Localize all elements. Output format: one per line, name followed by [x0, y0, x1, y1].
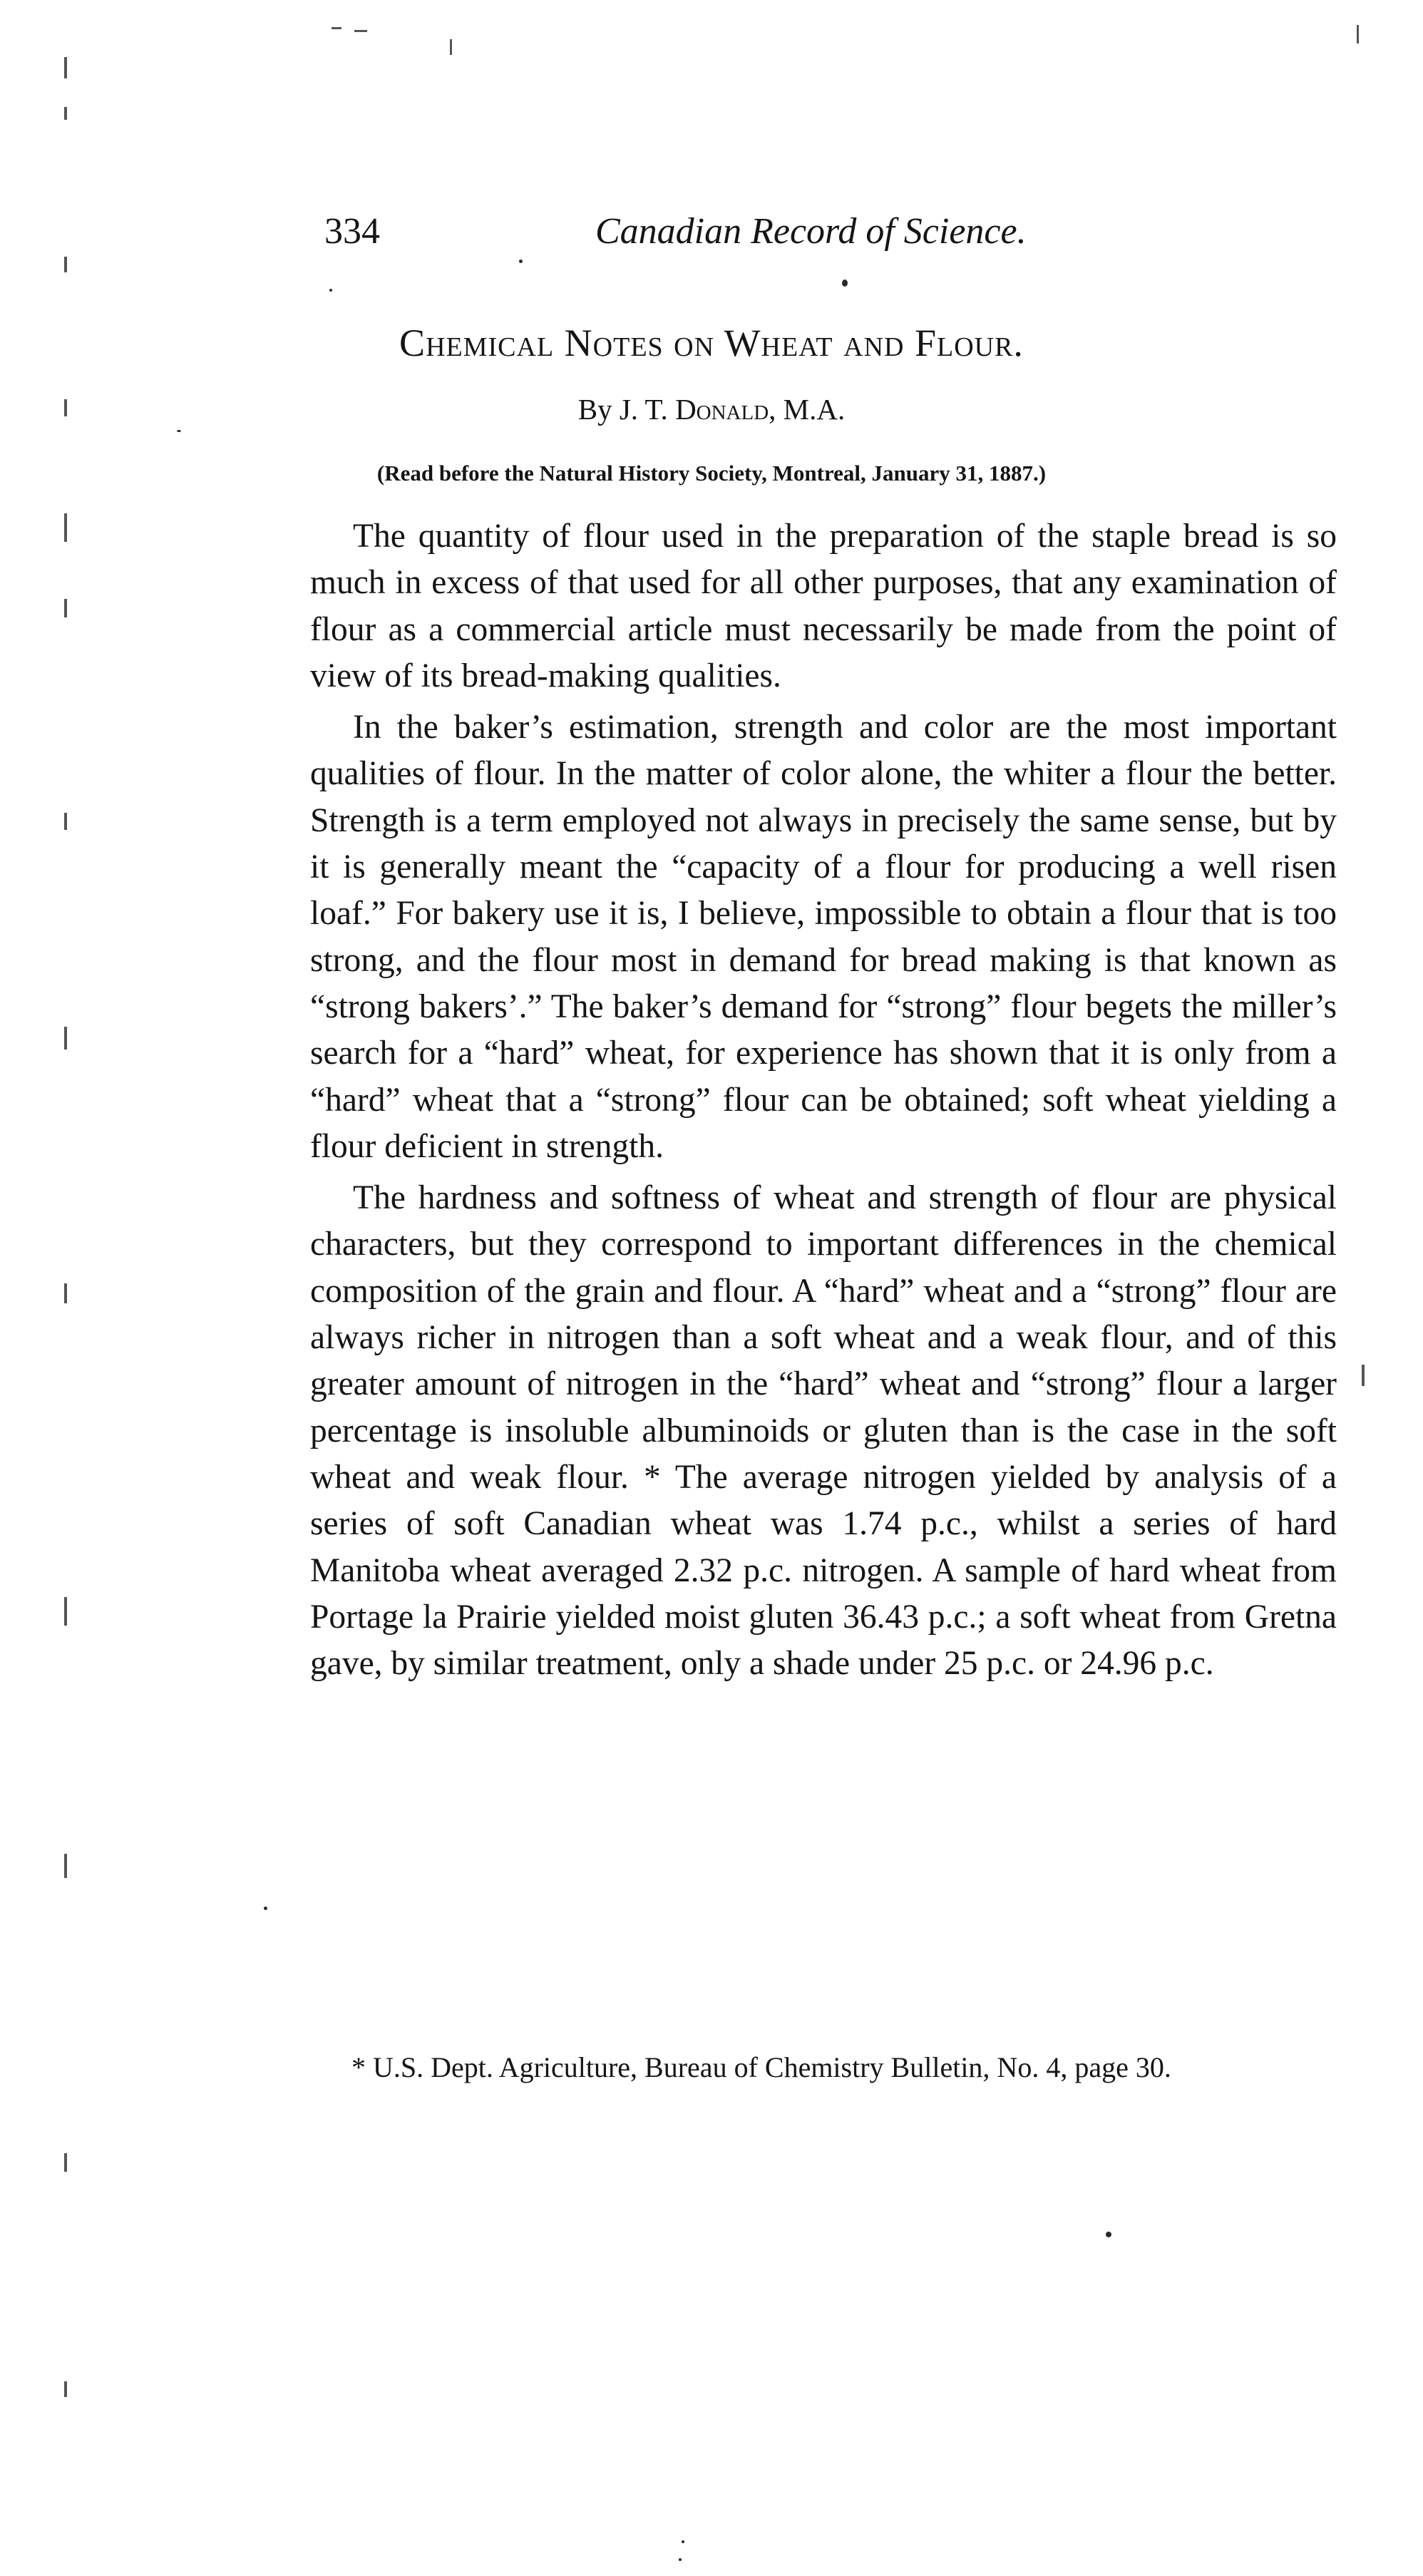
scan-edge-mark: [64, 513, 67, 542]
scan-edge-mark: [64, 2153, 67, 2172]
scan-dash-mark: [1357, 25, 1359, 43]
scan-edge-mark: [64, 813, 67, 830]
scan-speck: [679, 2558, 682, 2561]
paragraph: The hardness and softness of wheat and strength of flour are physical characters, but they correspond to important differences in the chemical composition of the grain and flour. A “hard” wheat and a “strong” flour are always richer in nitrogen than a soft wheat and a weak flour, and of this greater amount of nitrogen in the “hard” wheat and “strong” flour a larger percentage is insoluble albuminoids or gluten than is the case in the soft wheat and weak flour. * The average nitrogen yielded by analysis of a series of soft Canadian wheat was 1.74 p.c., whilst a series of hard Manitoba wheat averaged 2.32 p.c. nitrogen. A sample of hard wheat from Portage la Prairie yielded moist gluten 36.43 p.c.; a soft wheat from Gretna gave, by similar treatment, only a shade under 25 p.c. or 24.96 p.c.: [310, 1179, 1337, 1683]
running-head: [324, 207, 1080, 257]
read-note: (Read before the Natural History Society, Montreal, January 31, 1887.): [376, 461, 1047, 486]
scan-edge-mark: [1362, 1365, 1365, 1386]
author-name: Donald: [675, 393, 769, 426]
scan-edge-mark: [64, 2381, 67, 2397]
byline-suffix: , M.A.: [769, 393, 846, 426]
byline-prefix: By J. T.: [577, 393, 676, 426]
scan-speck: [177, 430, 181, 432]
scan-edge-mark: [64, 1283, 67, 1303]
scan-speck: [329, 289, 332, 292]
footnote-text: * U.S. Dept. Agriculture, Bureau of Chemistry Bulletin, No. 4, page 30.: [351, 2051, 1171, 2083]
journal-title: Canadian Record of Science.: [595, 211, 1027, 252]
article-body: [310, 513, 1337, 1692]
scan-speck: [264, 1907, 267, 1910]
paragraph: In the baker’s estimation, strength and color are the most important qualities of flour. In the matter of color alone, the whiter a flour the better. Strength is a term employed not always in precisely the same sense, but by it is generally meant the “capacity of a flour for producing a well risen loaf.” For bakery use it is, I believe, impossible to obtain a flour that is too strong, and the flour most in demand for bread making is that known as “strong bakers’.” The baker’s demand for “strong” flour begets the miller’s search for a “hard” wheat, for experience has shown that it is only from a “hard” wheat that a “strong” flour can be obtained; soft wheat yielding a flour deficient in strength.: [310, 709, 1337, 1165]
footnote: [310, 2046, 1337, 2089]
page-number: 334: [324, 211, 380, 252]
scan-edge-mark: [64, 107, 67, 120]
scan-dash-mark: [354, 30, 367, 32]
scan-speck: [519, 260, 523, 263]
scan-speck: [682, 2540, 684, 2543]
article-title: Chemical Notes on Wheat and Flour.: [399, 322, 1024, 364]
scan-edge-mark: [64, 599, 67, 617]
paragraph: The quantity of flour used in the preparation of the staple bread is so much in excess of that used for all other purposes, that any examination of flour as a commercial article must necessarily be made from the point of view of its bread-making qualities.: [310, 518, 1337, 694]
scan-edge-mark: [64, 257, 67, 272]
scan-edge-mark: [64, 1854, 67, 1878]
scan-dash-mark: [450, 39, 452, 55]
scan-speck: [1106, 2232, 1111, 2237]
scan-edge-mark: [64, 1597, 67, 1626]
scan-edge-mark: [64, 1027, 67, 1050]
scan-speck: [842, 279, 848, 287]
scan-dash-mark: [332, 27, 341, 29]
byline: [0, 389, 1423, 430]
scan-edge-mark: [64, 57, 67, 78]
